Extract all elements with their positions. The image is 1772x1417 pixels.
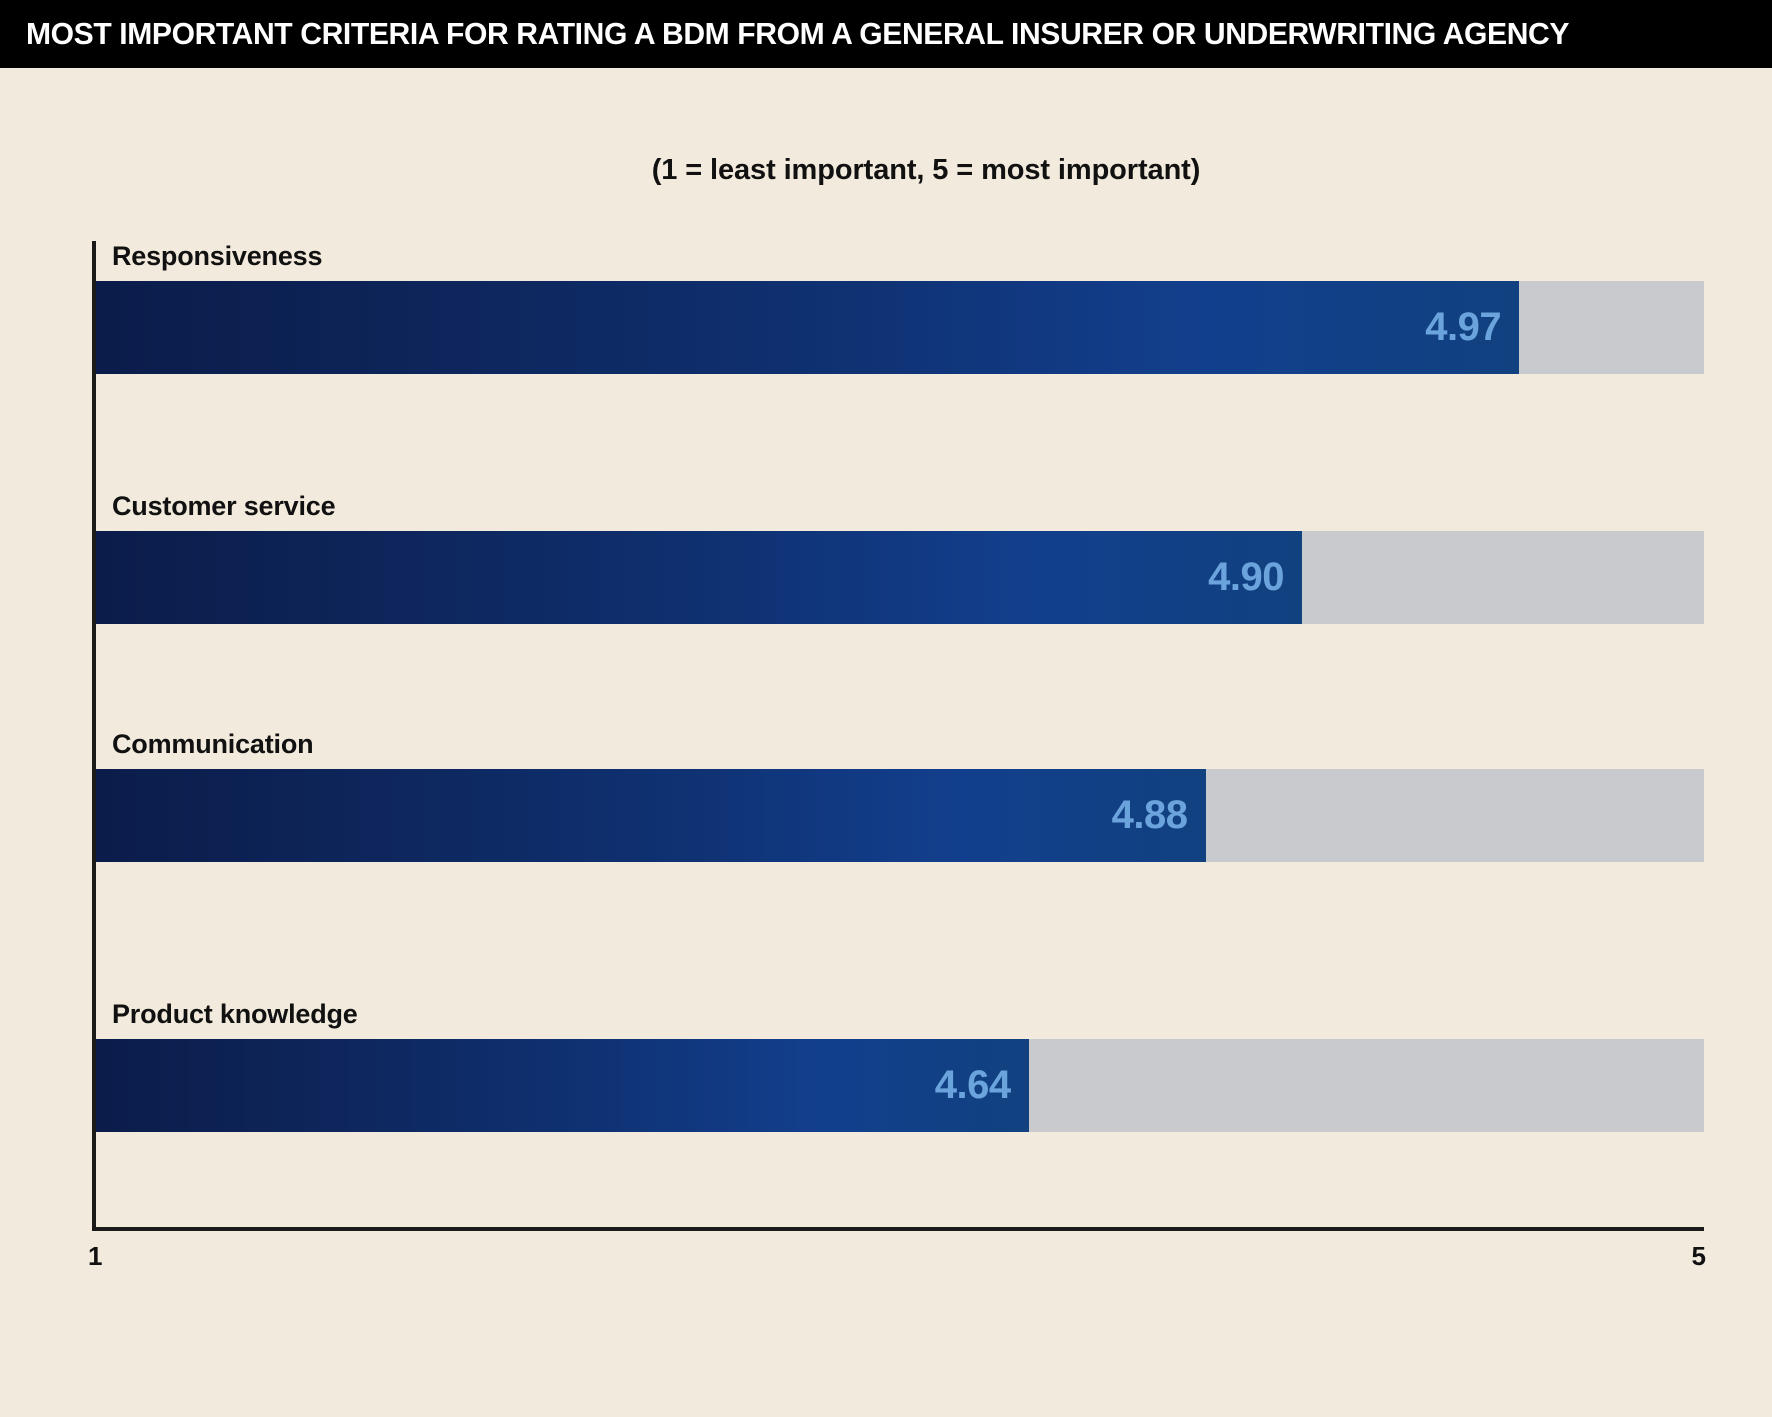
chart-header-bar [0, 0, 1772, 68]
bar-label: Communication [112, 729, 314, 759]
bar-value: 4.64 [934, 1063, 1011, 1107]
chart-plot-area [92, 241, 1708, 1241]
bar-track [96, 769, 1704, 862]
bar-fill [96, 1039, 1029, 1132]
bar-label: Customer service [112, 491, 336, 521]
bar-label: Product knowledge [112, 999, 358, 1029]
chart-subtitle: (1 = least important, 5 = most important) [651, 154, 1201, 186]
bar-row-product-knowledge [96, 999, 1704, 1132]
x-axis-ticks [88, 1241, 1708, 1281]
bar-fill [96, 531, 1302, 624]
bar-track [96, 531, 1704, 624]
bar-row-communication [96, 729, 1704, 862]
x-axis-line [92, 1227, 1704, 1231]
bar-row-responsiveness [96, 241, 1704, 374]
bar-fill [96, 769, 1206, 862]
bar-value: 4.97 [1425, 305, 1502, 349]
bar-label: Responsiveness [112, 241, 323, 271]
bar-track [96, 1039, 1704, 1132]
page-title: MOST IMPORTANT CRITERIA FOR RATING A BDM FROM A GENERAL INSURER OR UNDERWRITING AGENCY [26, 16, 1570, 51]
bar-row-customer-service [96, 491, 1704, 624]
bar-value: 4.88 [1111, 793, 1188, 837]
bar-track [96, 281, 1704, 374]
x-axis-min-label: 1 [88, 1241, 103, 1271]
bar-value: 4.90 [1208, 555, 1284, 599]
bar-fill [96, 281, 1519, 374]
x-axis-max-label: 5 [1691, 1241, 1706, 1271]
